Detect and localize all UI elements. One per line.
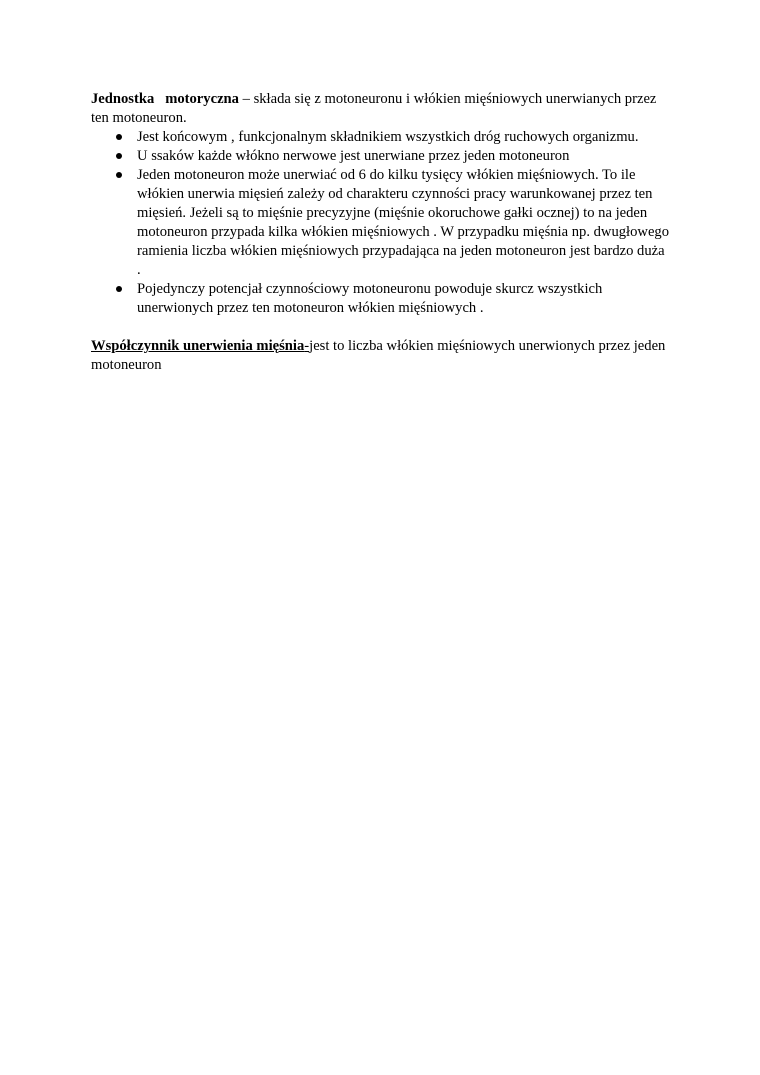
paragraph-spacer <box>91 318 671 337</box>
coefficient-text: jest to liczba włókien mięśniowych unerwionych przez jeden motoneuron <box>91 338 666 373</box>
list-item <box>91 166 671 280</box>
bullet-icon <box>116 153 122 159</box>
coefficient-term: Współczynnik unerwienia mięśnia <box>91 338 305 354</box>
coefficient-paragraph <box>91 337 671 375</box>
list-item-text: Pojedynczy potencjał czynnościowy motoneuronu powoduje skurcz wszystkich unerwionych przez ten motoneuron włókien mięśniowych . <box>137 281 603 316</box>
definition-text: – składa się z motoneuronu i włókien mięśniowych unerwianych przez ten motoneuron. <box>91 91 657 126</box>
coefficient-dash: - <box>304 338 310 354</box>
list-item-text: Jeden motoneuron może unerwiać od 6 do kilku tysięcy włókien mięśniowych. To ile włókien unerwia mięsień zależy od charakteru czynności pracy warunkowanej przez ten mięsień. Jeżeli są to mięśnie precyzyjne (mięśnie okoruchowe gałki ocznej) to na jeden motoneuron przypada kilka włókien mięśniowych . W przypadku mięśnia np. dwugłowego ramienia liczba włókien mięśniowych przypadająca na jeden motoneuron jest bardzo duża . <box>137 167 670 278</box>
bullet-icon <box>116 172 122 178</box>
list-item-text: Jest końcowym , funkcjonalnym składnikiem wszystkich dróg ruchowych organizmu. <box>137 129 639 145</box>
document-body <box>91 90 671 375</box>
definition-term: Jednostka motoryczna <box>91 91 239 107</box>
list-item <box>91 128 671 147</box>
list-item-text: U ssaków każde włókno nerwowe jest unerwiane przez jeden motoneuron <box>137 148 570 164</box>
bullet-icon <box>116 286 122 292</box>
bullet-icon <box>116 134 122 140</box>
list-item <box>91 280 671 318</box>
bullet-list <box>91 128 671 318</box>
list-item <box>91 147 671 166</box>
definition-paragraph <box>91 90 671 128</box>
